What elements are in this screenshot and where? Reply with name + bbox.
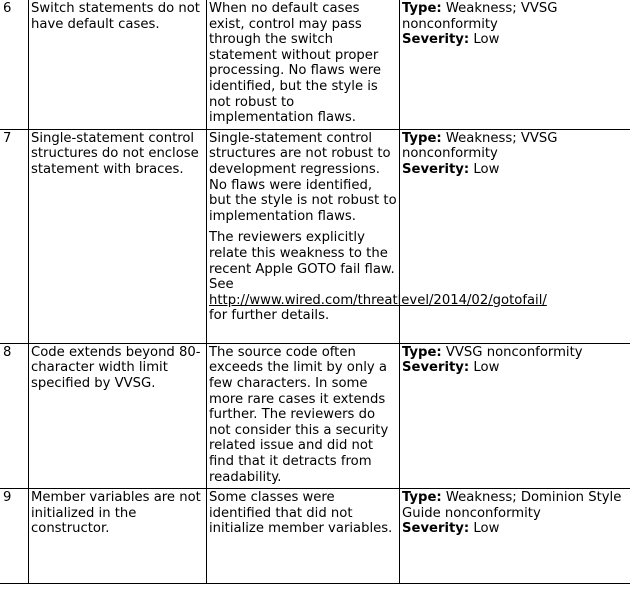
- gotofail-link[interactable]: http://www.wired.com/threatlevel/2014/02/gotofail/: [209, 292, 547, 308]
- finding-number: 6: [0, 0, 29, 129]
- finding-description: [207, 0, 400, 129]
- description-paragraph: Some classes were identified that did not initialize member variables.: [209, 490, 393, 537]
- finding-number: 7: [0, 129, 29, 343]
- description-paragraph: The source code often exceeds the limit by only a few characters. In some more rare cases it extends further. The reviewers do not consider this a security related issue and did not find that it detracts from readability.: [209, 344, 389, 485]
- finding-classification: [400, 0, 630, 129]
- table-row: [0, 129, 630, 343]
- finding-title: Member variables are not initialized in the constructor.: [29, 489, 207, 584]
- severity-value: Low: [473, 161, 500, 177]
- finding-description: [207, 343, 400, 488]
- severity-value: Low: [473, 360, 500, 376]
- severity-label: Severity:: [402, 360, 470, 376]
- finding-title: Single-statement control structures do not enclose statement with braces.: [29, 129, 207, 343]
- severity-label: Severity:: [402, 161, 470, 177]
- severity-label: Severity:: [402, 32, 470, 48]
- finding-title: Code extends beyond 80-character width limit specified by VVSG.: [29, 343, 207, 488]
- table-row: [0, 343, 630, 488]
- finding-title: Switch statements do not have default cases.: [29, 0, 207, 129]
- table-row: [0, 0, 630, 129]
- type-value: Weakness; VVSG nonconformity: [402, 130, 558, 162]
- type-label: Type:: [402, 130, 442, 146]
- severity-value: Low: [473, 32, 500, 48]
- finding-number: 8: [0, 343, 29, 488]
- description-text: for further details.: [209, 308, 330, 324]
- finding-classification: [400, 489, 630, 584]
- description-text: The reviewers explicitly relate this weakness to the recent Apple GOTO fail flaw. See: [209, 230, 395, 293]
- type-label: Type:: [402, 1, 442, 16]
- severity-value: Low: [473, 521, 500, 537]
- type-label: Type:: [402, 344, 442, 360]
- finding-number: 9: [0, 489, 29, 584]
- finding-description: [207, 489, 400, 584]
- description-paragraph: When no default cases exist, control may pass through the switch statement without proper processing. No flaws were identified, but the style is not robust to implementation flaws.: [209, 1, 381, 126]
- description-paragraph: [209, 230, 547, 324]
- description-paragraph: Single-statement control structures are not robust to development regressions. No flaws were identified, but the style is not robust to implementation flaws.: [209, 130, 397, 224]
- table-row: [0, 489, 630, 584]
- severity-label: Severity:: [402, 521, 470, 537]
- type-label: Type:: [402, 490, 442, 506]
- finding-classification: [400, 129, 630, 343]
- type-value: VVSG nonconformity: [445, 344, 583, 360]
- type-value: Weakness; VVSG nonconformity: [402, 1, 558, 32]
- finding-classification: [400, 343, 630, 488]
- type-value: Weakness; Dominion Style Guide nonconformity: [402, 490, 622, 521]
